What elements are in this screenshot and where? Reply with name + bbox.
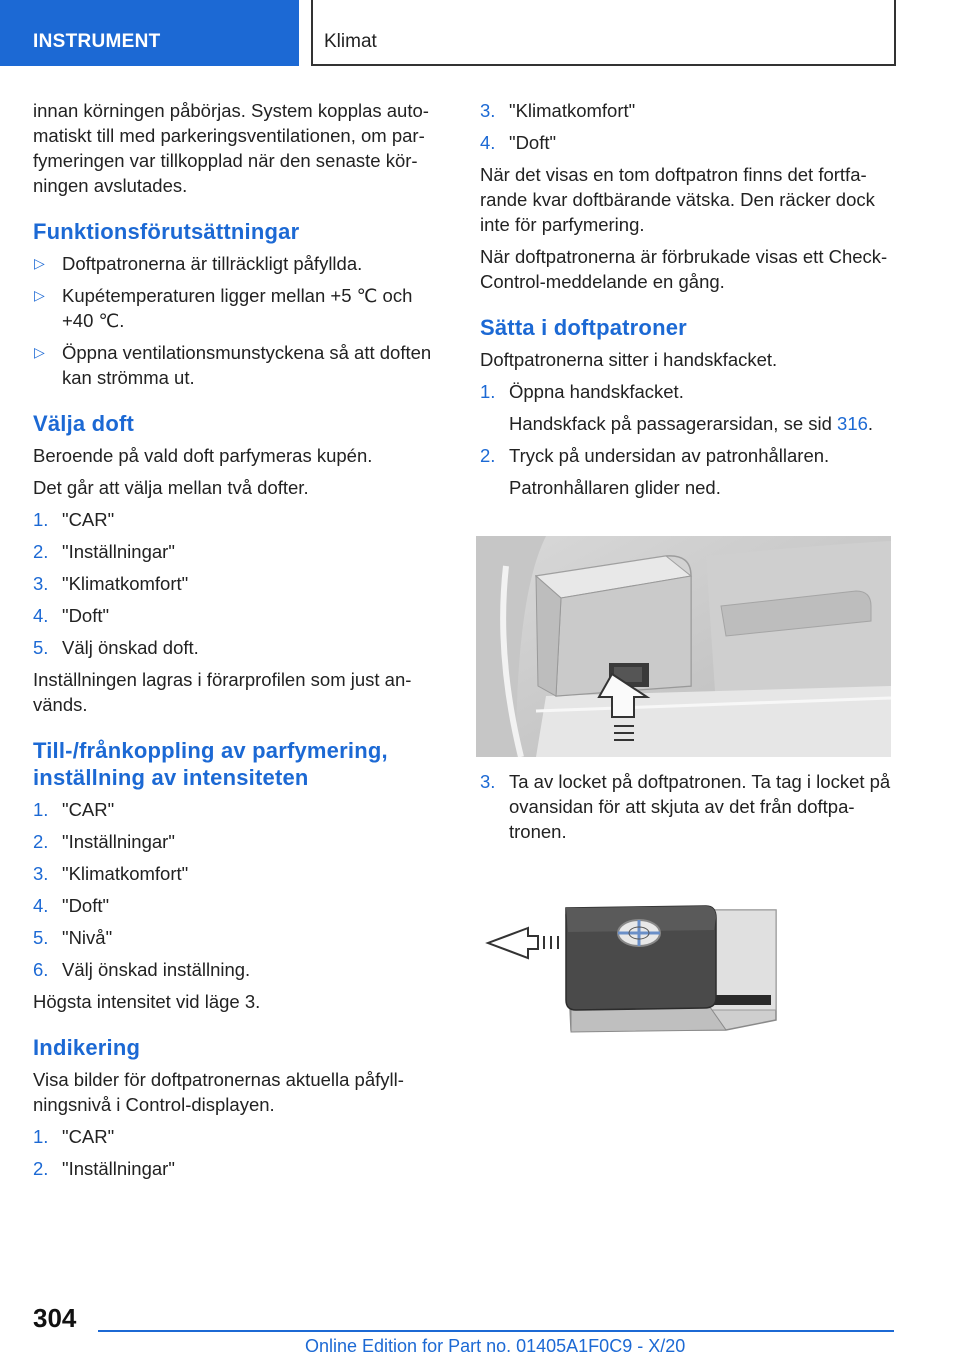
bullet-item: ▷ Kupétemperaturen ligger mellan +5 ℃ och +40 ℃. <box>34 285 413 331</box>
list-item: 3. "Klimatkomfort" <box>480 100 636 121</box>
heading-valja-doft: Välja doft <box>33 411 135 436</box>
step-3-block <box>480 769 892 851</box>
footer-divider <box>98 1330 894 1332</box>
list-item: 4. "Doft" <box>33 895 110 916</box>
left-column <box>33 98 448 1188</box>
footer-edition: Online Edition for Part no. 01405A1F0C9 - X/20 <box>305 1336 686 1356</box>
heading-indikering: Indikering <box>33 1035 141 1060</box>
list-item: 4. "Doft" <box>480 132 557 153</box>
page-link[interactable]: 316 <box>837 413 868 434</box>
list-item: 3. "Klimatkomfort" <box>33 573 189 594</box>
list-item: 2. Tryck på undersidan av patronhållaren. <box>480 445 830 466</box>
title-box <box>311 0 896 66</box>
list-item: 3. Ta av locket på doftpatronen. Ta tag i locket på ovansidan för att skjuta av det från doftpa-tronen. <box>480 771 891 842</box>
page-header <box>0 0 960 66</box>
heading-satta-i-doftpatroner: Sätta i doftpatroner <box>480 315 687 340</box>
paragraph: När det visas en tom doftpatron finns det fortfa-rande kvar doftbärande vätska. Den räcker dock inte för parfymering. <box>480 164 875 235</box>
list-item: 4. "Doft" <box>33 605 110 626</box>
glovebox-holder-illustration <box>476 536 891 757</box>
cartridge-lid-illustration <box>476 870 891 1070</box>
list-item: 3. "Klimatkomfort" <box>33 863 189 884</box>
paragraph: Beroende på vald doft parfymeras kupén. <box>33 445 373 466</box>
heading-funktionsforutsattningar: Funktionsförutsättningar <box>33 219 300 244</box>
triangle-bullet-icon: ▷ <box>34 255 45 271</box>
triangle-bullet-icon: ▷ <box>34 344 45 360</box>
chapter-title: Klimat <box>324 31 377 52</box>
list-item: 2. "Inställningar" <box>33 831 175 852</box>
list-item: 2. "Inställningar" <box>33 541 175 562</box>
section-tab: INSTRUMENT <box>0 0 299 66</box>
paragraph: Doftpatronerna sitter i handskfacket. <box>480 349 778 370</box>
list-item: 1. "CAR" <box>33 1126 115 1147</box>
list-item-sub: Handskfack på passagerarsidan, se sid 316. <box>509 413 874 434</box>
intro-paragraph: innan körningen påbörjas. System kopplas auto-matiskt till med parkeringsventilationen, om par-fymeringen var tillkopplad när den senaste kör-ningen avslutades. <box>33 100 429 196</box>
paragraph: Högsta intensitet vid läge 3. <box>33 991 261 1012</box>
bullet-item: ▷ Öppna ventilationsmunstyckena så att doften kan strömma ut. <box>34 342 432 388</box>
paragraph: Visa bilder för doftpatronernas aktuella påfyll-ningsnivå i Control-displayen. <box>33 1069 404 1115</box>
list-item: 1. "CAR" <box>33 799 115 820</box>
triangle-bullet-icon: ▷ <box>34 287 45 303</box>
list-item: 1. "CAR" <box>33 509 115 530</box>
list-item-sub: Patronhållaren glider ned. <box>509 477 721 498</box>
paragraph: När doftpatronerna är förbrukade visas ett Check-Control-meddelande en gång. <box>480 246 888 292</box>
list-item: 1. Öppna handskfacket. <box>480 381 684 402</box>
heading-till-frankoppling: Till-/frånkoppling av parfymering, inställning av intensiteten <box>33 738 388 790</box>
bullet-item: ▷ Doftpatronerna är tillräckligt påfyllda. <box>34 253 363 274</box>
list-item: 2. "Inställningar" <box>33 1158 175 1179</box>
list-item: 6. Välj önskad inställning. <box>33 959 251 980</box>
list-item: 5. Välj önskad doft. <box>33 637 199 658</box>
paragraph: Inställningen lagras i förarprofilen som just an-vänds. <box>33 669 412 715</box>
page-number: 304 <box>33 1303 77 1333</box>
list-item: 5. "Nivå" <box>33 927 113 948</box>
right-column <box>480 98 892 507</box>
paragraph: Det går att välja mellan två dofter. <box>33 477 309 498</box>
